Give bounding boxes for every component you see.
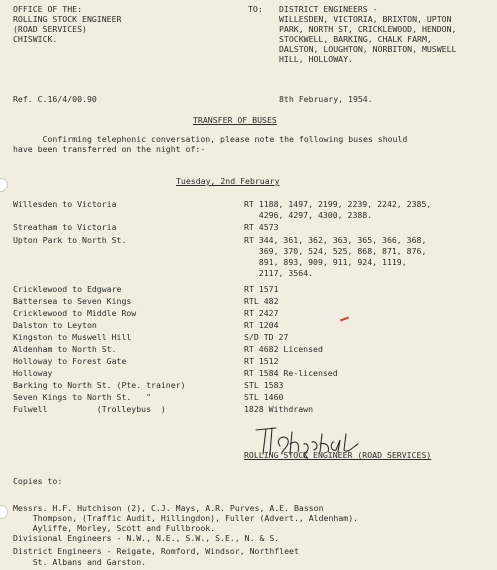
bus-numbers: 1828 Withdrawn	[244, 404, 314, 414]
red-tick-mark	[340, 317, 349, 322]
bus-numbers: RT 1571	[244, 284, 279, 294]
intro-line: have been transferred on the night of:-	[13, 144, 206, 154]
route: Seven Kings to North St. "	[13, 392, 152, 402]
copies-line: District Engineers - Reigate, Romford, Windsor, Northfleet	[13, 546, 299, 556]
bus-numbers: STL 1583	[244, 380, 284, 390]
to-line: DALSTON, LOUGHTON, NORBITON, MUSWELL	[279, 44, 457, 54]
from-line: (ROAD SERVICES)	[13, 24, 87, 34]
date: 8th February, 1954.	[279, 94, 373, 104]
copies-line: Thompson, (Traffic Audit, Hillingdon), Fuller (Advert., Aldenham).	[13, 513, 359, 523]
route: Barking to North St. (Pte. trainer)	[13, 380, 186, 390]
punch-hole	[0, 178, 8, 192]
route: Willesden to Victoria	[13, 199, 117, 209]
copies-line: Ayliffe, Morley, Scott and Fullbrook.	[13, 523, 216, 533]
to-line: STOCKWELL, BARKING, CHALK FARM,	[279, 34, 432, 44]
bus-numbers: STL 1460	[244, 392, 284, 402]
route: Holloway	[13, 368, 53, 378]
route: Cricklewood to Edgware	[13, 284, 122, 294]
bus-numbers: RT 1188, 1497, 2199, 2239, 2242, 2385,	[244, 199, 432, 209]
copies-label: Copies to:	[13, 476, 63, 486]
bus-numbers: 891, 893, 909, 911, 924, 1119,	[244, 257, 407, 267]
bus-numbers: 369, 370, 524, 525, 868, 871, 876,	[244, 246, 427, 256]
bus-numbers: S/D TD 27	[244, 332, 289, 342]
route: Dalston to Leyton	[13, 320, 97, 330]
from-line: OFFICE OF THE:	[13, 4, 83, 14]
bus-numbers: RT 1584 Re-licensed	[244, 368, 338, 378]
copies-line: Divisional Engineers - N.W., N.E., S.W., S.E., N. & S.	[13, 533, 280, 543]
route: Holloway to Forest Gate	[13, 356, 127, 366]
punch-hole	[0, 505, 8, 519]
bus-numbers: RTL 482	[244, 296, 279, 306]
route: Fulwell (Trolleybus )	[13, 404, 166, 414]
day-heading: Tuesday, 2nd February	[176, 176, 280, 186]
copies-line: St. Albans and Garston.	[13, 557, 147, 567]
to-line: HILL, HOLLOWAY.	[279, 54, 353, 64]
route: Aldenham to North St.	[13, 344, 117, 354]
signature-title: ROLLING STOCK ENGINEER (ROAD SERVICES)	[244, 450, 432, 460]
to-label: TO:	[248, 4, 263, 14]
copies-line: Messrs. H.F. Hutchison (2), C.J. Mays, A.R. Purves, A.E. Basson	[13, 503, 324, 513]
route: Cricklewood to Middle Row	[13, 308, 137, 318]
to-line: WILLESDEN, VICTORIA, BRIXTON, UPTON	[279, 14, 452, 24]
route: Streatham to Victoria	[13, 222, 117, 232]
to-line: PARK, NORTH ST, CRICKLEWOOD, HENDON,	[279, 24, 457, 34]
bus-numbers: 4296, 4297, 4300, 2388.	[244, 210, 373, 220]
bus-numbers: RT 2427	[244, 308, 279, 318]
heading: TRANSFER OF BUSES	[193, 115, 277, 125]
from-line: CHISWICK.	[13, 34, 58, 44]
bus-numbers: RT 344, 361, 362, 363, 365, 366, 368,	[244, 235, 427, 245]
route: Upton Park to North St.	[13, 235, 127, 245]
reference: Ref. C.16/4/00.90	[13, 94, 97, 104]
bus-numbers: RT 4573	[244, 222, 279, 232]
intro-line: Confirming telephonic conversation, please note the following buses should	[13, 134, 408, 144]
bus-numbers: RT 1512	[244, 356, 279, 366]
to-line: DISTRICT ENGINEERS -	[279, 4, 378, 14]
bus-numbers: RT 1204	[244, 320, 279, 330]
bus-numbers: RT 4682 Licensed	[244, 344, 323, 354]
route: Battersea to Seven Kings	[13, 296, 132, 306]
bus-numbers: 2117, 3564.	[244, 268, 314, 278]
route: Kingston to Muswell Hill	[13, 332, 132, 342]
from-line: ROLLING STOCK ENGINEER	[13, 14, 122, 24]
